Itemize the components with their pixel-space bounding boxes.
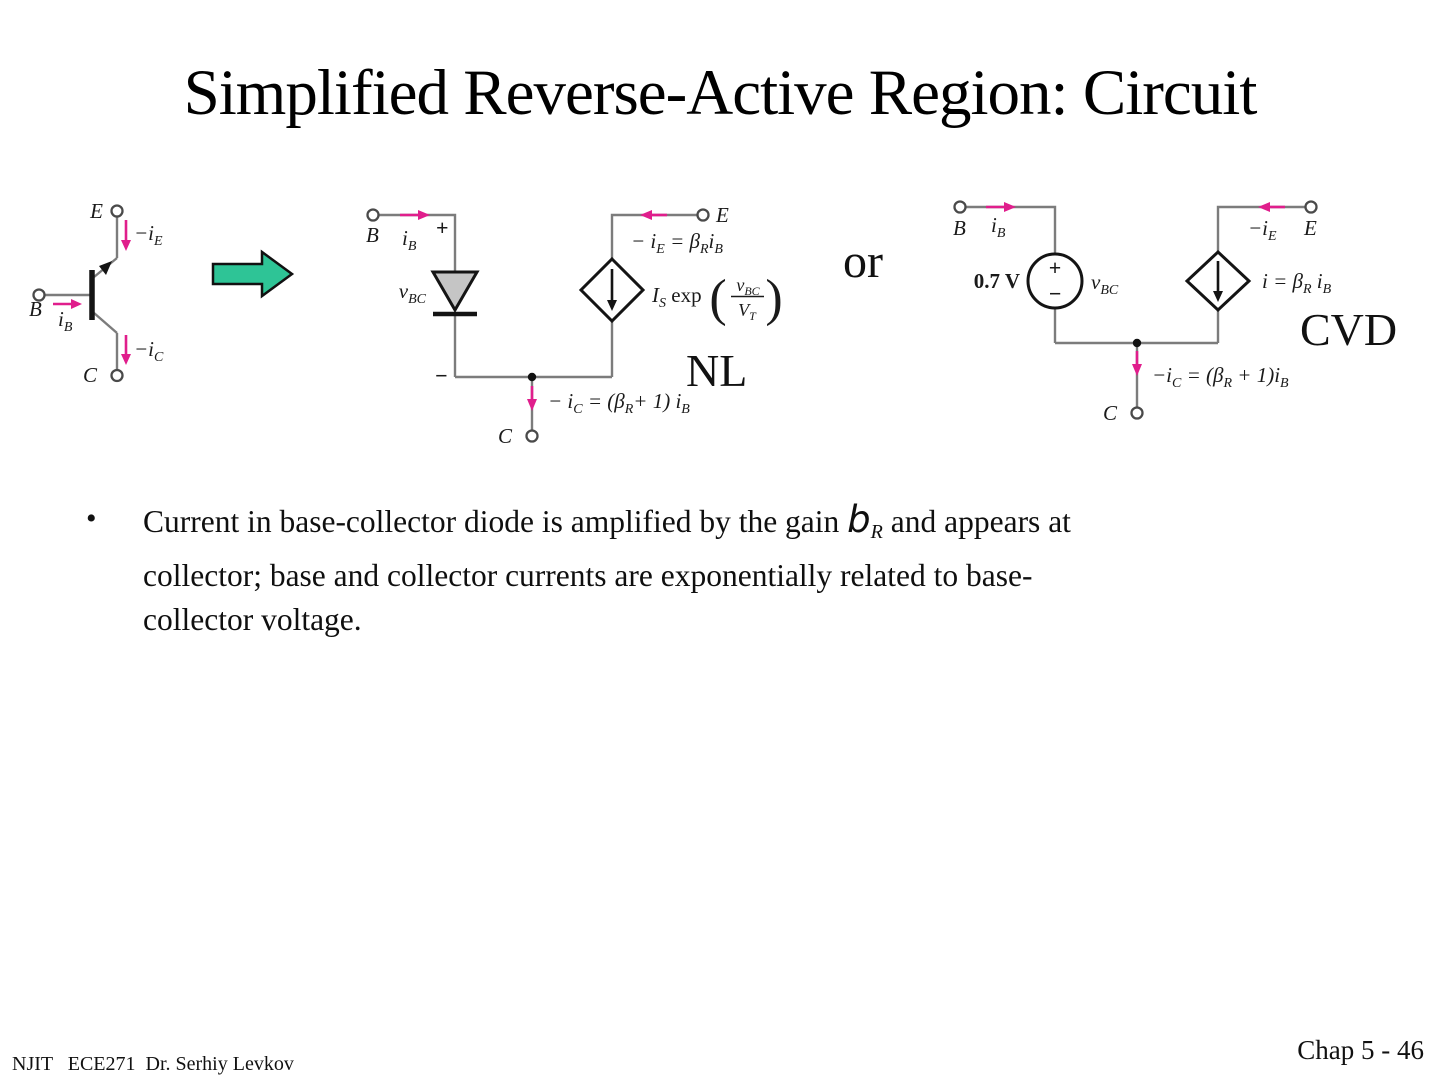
bjt-ic-label: $-i_C$ <box>134 337 164 365</box>
cvd-circuit-diagram <box>928 185 1420 435</box>
svg-text:): ) <box>765 270 783 327</box>
svg-text:IS exp: $I_S$ exp <box>652 283 702 311</box>
nl-plus-sign: + <box>436 215 449 240</box>
green-arrow <box>210 248 295 300</box>
cvd-ic-equation: $-i_C = (\beta_R + 1)i_B$ <box>1152 363 1289 391</box>
nl-diode <box>433 272 477 314</box>
bullet-line-1: Current in base-collector diode is amplified by the gain $b_R$ and appears at <box>143 498 1071 543</box>
bjt-ib-label: $i_B$ <box>58 307 73 335</box>
bjt-terminal-e <box>112 206 123 217</box>
svg-text:VT: $V_T$ <box>738 300 756 323</box>
cvd-vbc-label: $v_{BC}$ <box>1091 270 1119 298</box>
footer-course-info: NJIT ECE271 Dr. Serhiy Levkov <box>12 1053 294 1075</box>
cvd-source-value: 0.7 V <box>973 269 1020 293</box>
bjt-emitter-arrow-icon <box>99 261 112 275</box>
nl-minus-sign: − <box>435 363 448 388</box>
nl-c-label: C <box>497 424 512 448</box>
vs-plus-sign: + <box>1048 255 1062 280</box>
nl-e-label: E <box>716 203 729 227</box>
nl-terminal-c <box>527 431 538 442</box>
right-block-arrow-icon <box>213 252 292 296</box>
cvd-ib-label: $i_B$ <box>991 213 1006 241</box>
cvd-i-equation: $i = \beta_R$ $i_B$ <box>1262 269 1332 297</box>
bjt-ie-current-arrow-icon <box>121 220 131 251</box>
bjt-e-label: E <box>90 199 103 223</box>
nl-tag: NL <box>686 345 748 396</box>
or-text: or <box>843 235 883 288</box>
cvd-terminal-c <box>1132 408 1143 419</box>
bullet-line-2: collector; base and collector currents are exponentially related to base- <box>143 558 1033 593</box>
nl-ie-equation: − $i_E = \beta_Ri_B$ <box>631 229 723 257</box>
diode-triangle-icon <box>433 272 477 310</box>
cvd-ib-current-arrow-icon <box>986 202 1016 212</box>
cvd-ie-current-arrow-icon <box>1258 202 1285 212</box>
bjt-symbol-diagram <box>15 192 165 397</box>
svg-text:(: ( <box>709 270 727 327</box>
cvd-ie-label: $-i_E$ <box>1248 216 1277 244</box>
bullet-marker: • <box>86 502 97 535</box>
bjt-ic-current-arrow-icon <box>121 335 131 365</box>
gain-variable: $b_R$ <box>847 498 883 543</box>
cvd-voltage-source <box>1028 254 1082 308</box>
nl-is-exp-label <box>651 270 783 327</box>
bjt-terminal-c <box>112 370 123 381</box>
footer-page-number: Chap 5 - 46 <box>1297 1035 1424 1065</box>
nl-node-dot <box>528 373 536 381</box>
cvd-b-label: B <box>953 216 966 240</box>
nl-ic-equation: − $i_C = (\beta_R+ 1)$ $i_B$ <box>548 389 690 417</box>
svg-text:vBC: $v_{BC}$ <box>736 275 760 298</box>
nl-ie-current-arrow-icon <box>640 210 667 220</box>
cvd-dependent-source <box>1187 252 1249 310</box>
nl-dependent-source <box>581 259 643 321</box>
cvd-terminal-b <box>955 202 966 213</box>
nl-ib-label: $i_B$ <box>402 226 417 254</box>
cvd-terminal-e <box>1306 202 1317 213</box>
nl-terminal-e <box>698 210 709 221</box>
bjt-wires <box>39 217 117 371</box>
nl-circuit-diagram <box>350 190 783 452</box>
bjt-ie-label: $-i_E$ <box>134 221 163 249</box>
nl-ib-current-arrow-icon <box>400 210 430 220</box>
cvd-e-label: E <box>1304 216 1317 240</box>
bullet-line-3: collector voltage. <box>143 602 362 637</box>
cvd-tag: CVD <box>1300 304 1398 355</box>
nl-b-label: B <box>366 223 379 247</box>
cvd-node-dot <box>1133 339 1141 347</box>
cvd-c-label: C <box>1102 401 1117 425</box>
vs-minus-sign: − <box>1048 281 1062 306</box>
nl-terminal-b <box>368 210 379 221</box>
bullet-paragraph <box>143 498 1353 642</box>
bjt-c-label: C <box>82 363 97 387</box>
page-title: Simplified Reverse-Active Region: Circuit <box>183 57 1257 129</box>
bjt-b-label: B <box>29 297 42 321</box>
nl-vbc-label: $v_{BC}$ <box>398 279 426 307</box>
nl-ic-current-arrow-icon <box>527 386 537 411</box>
cvd-ic-current-arrow-icon <box>1132 351 1142 376</box>
